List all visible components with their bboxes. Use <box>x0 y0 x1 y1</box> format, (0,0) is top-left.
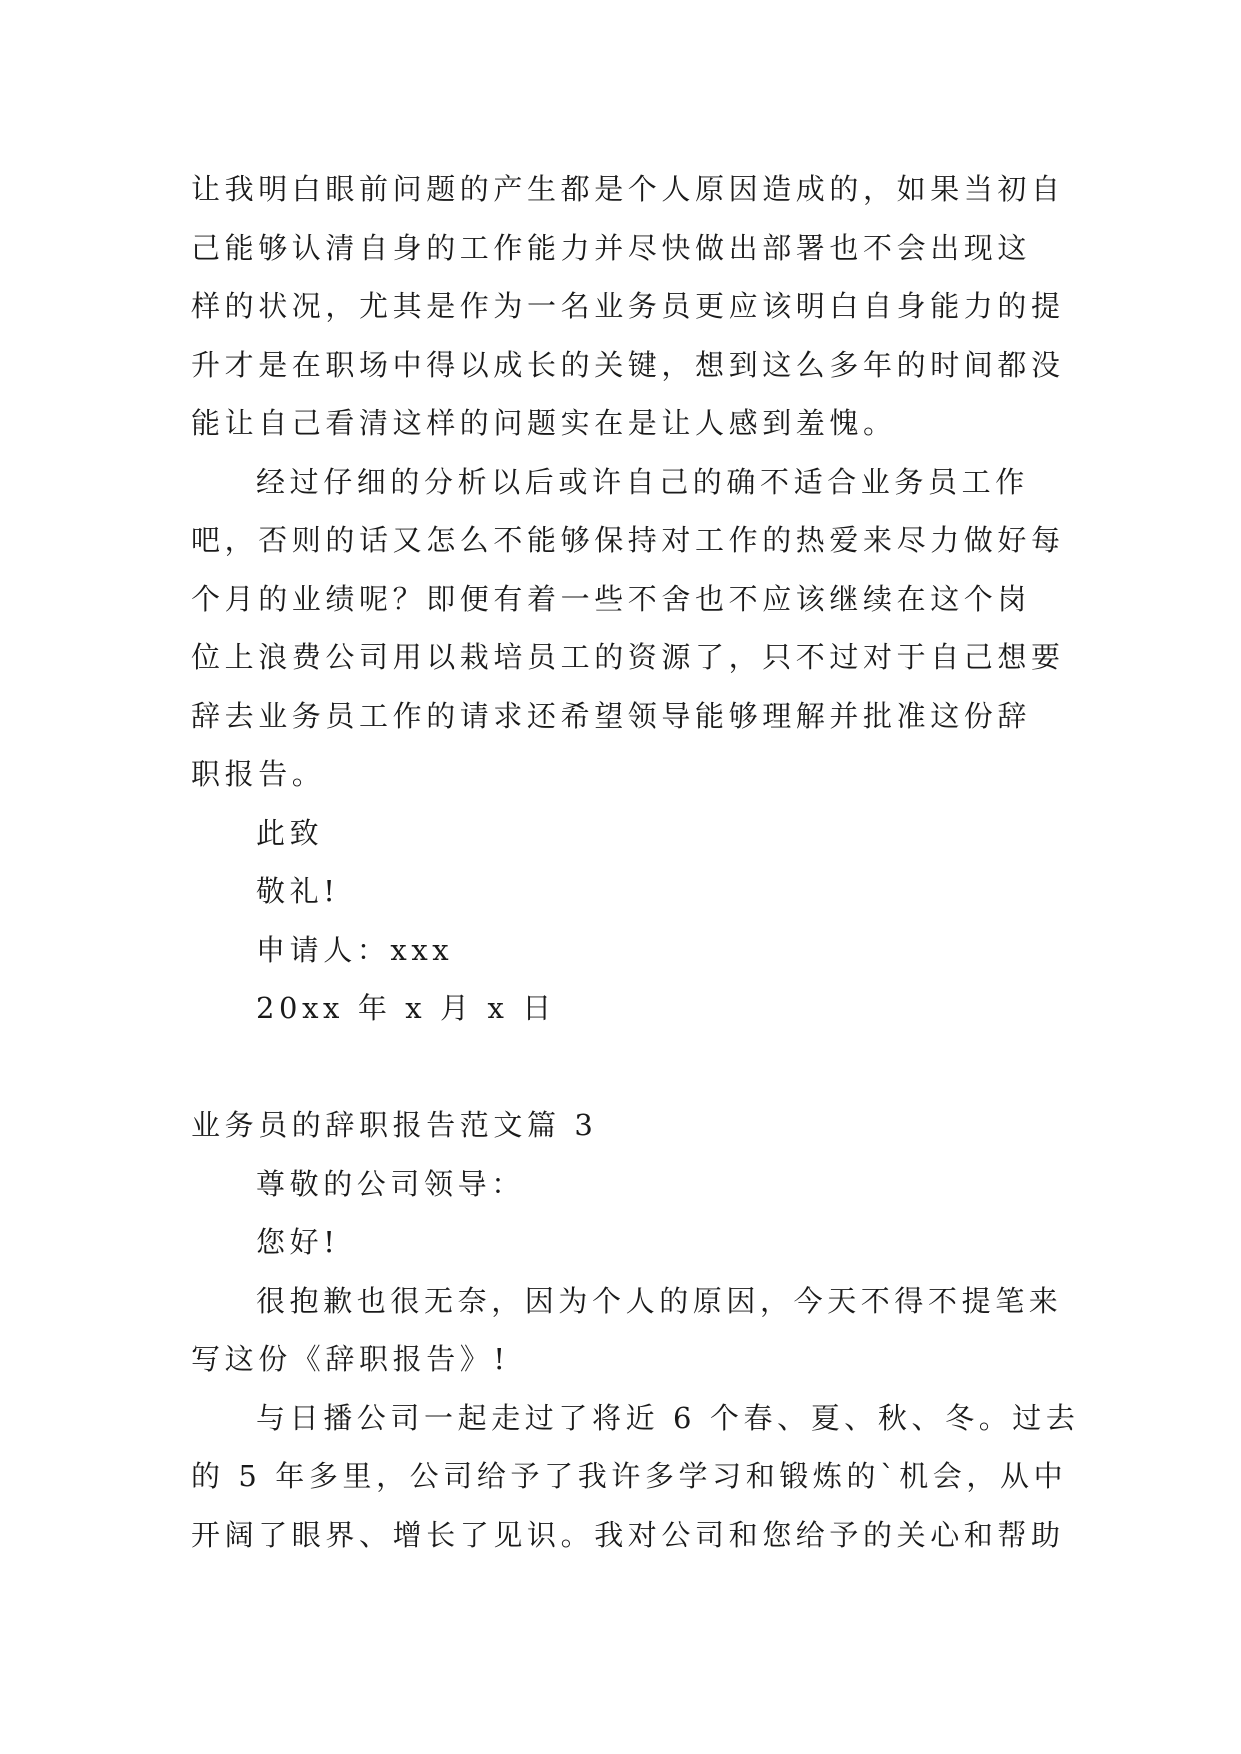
text-line: 样的状况，尤其是作为一名业务员更应该明白自身能力的提 <box>191 289 1065 323</box>
text-line: 升才是在职场中得以成长的关键，想到这么多年的时间都没 <box>191 347 1065 382</box>
salutation: 尊敬的公司领导： <box>256 1166 525 1201</box>
text-line: 能让自己看清这样的问题实在是让人感到羞愧。 <box>191 406 897 440</box>
letter-date: 20xx 年 x 月 x 日 <box>256 991 556 1025</box>
text-line: 写这份《辞职报告》! <box>191 1342 510 1376</box>
letter-closing <box>191 804 1051 1038</box>
section-gap <box>191 1038 1051 1097</box>
document-page <box>191 160 1080 1564</box>
paragraph-continuation <box>191 160 1065 453</box>
text-line: 经过仔细的分析以后或许自己的确不适合业务员工作 <box>256 464 1029 499</box>
greeting: 您好! <box>256 1225 340 1259</box>
closing-jingli: 敬礼! <box>256 874 340 908</box>
text-line: 很抱歉也很无奈，因为个人的原因，今天不得不提笔来 <box>256 1283 1063 1318</box>
text-line: 与日播公司一起走过了将近 6 个春、夏、秋、冬。过去 <box>256 1400 1080 1435</box>
text-line: 个月的业绩呢？即便有着一些不舍也不应该继续在这个岗 <box>191 581 1032 616</box>
text-line: 辞去业务员工作的请求还希望领导能够理解并批准这份辞 <box>191 698 1032 733</box>
text-line: 己能够认清自身的工作能力并尽快做出部署也不会出现这 <box>191 230 1032 265</box>
text-line: 开阔了眼界、增长了见识。我对公司和您给予的关心和帮助 <box>191 1517 1065 1552</box>
closing-cizhi: 此致 <box>256 815 324 850</box>
text-line: 吧，否则的话又怎么不能够保持对工作的热爱来尽力做好每 <box>191 523 1065 557</box>
letter-3 <box>191 1155 1080 1565</box>
text-line: 的 5 年多里，公司给予了我许多学习和锻炼的`机会，从中 <box>191 1459 1068 1493</box>
paragraph-analysis <box>191 453 1065 804</box>
section-title: 业务员的辞职报告范文篇 3 <box>191 1108 598 1142</box>
applicant-signature: 申请人：xxx <box>256 932 454 967</box>
text-line: 职报告。 <box>191 757 326 791</box>
text-line: 让我明白眼前问题的产生都是个人原因造成的，如果当初自 <box>191 172 1065 206</box>
text-line: 位上浪费公司用以栽培员工的资源了，只不过对于自己想要 <box>191 640 1065 674</box>
